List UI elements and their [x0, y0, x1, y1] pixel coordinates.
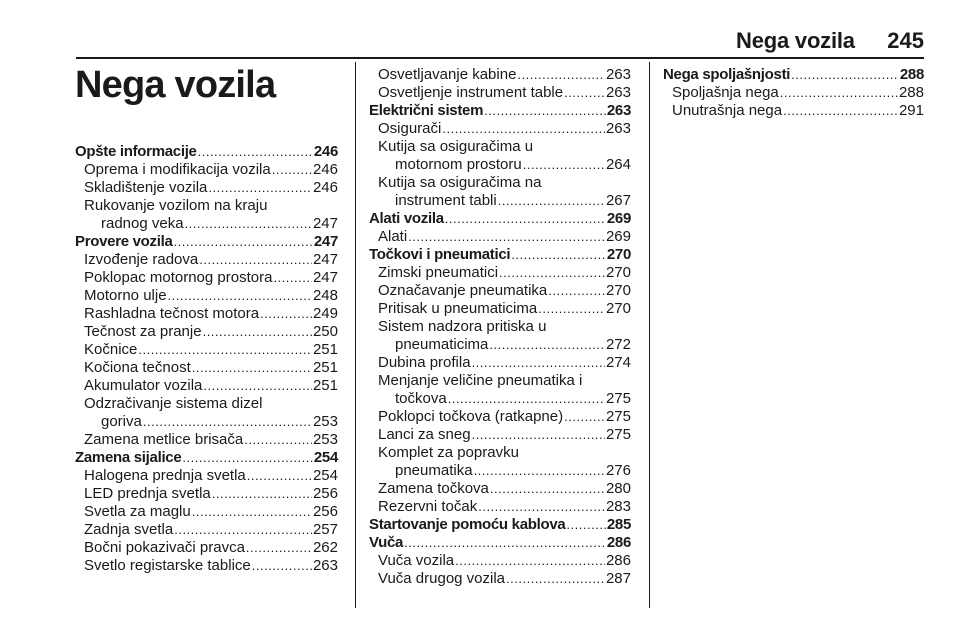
toc-section-label: Električni sistem — [369, 102, 484, 119]
toc-leader — [203, 377, 312, 395]
toc-item[interactable] — [369, 480, 631, 498]
toc-item-label: Akumulator vozila — [84, 377, 203, 394]
toc-item-page: 263 — [605, 120, 631, 137]
toc-leader — [182, 449, 312, 467]
toc-leader — [199, 251, 312, 269]
toc-item-page: 270 — [605, 282, 631, 299]
toc-leader — [246, 539, 312, 557]
toc-leader — [192, 359, 312, 377]
toc-leader — [517, 66, 605, 84]
toc-section-page: 254 — [313, 449, 338, 466]
toc-section[interactable] — [75, 233, 338, 251]
toc-item-page: 288 — [898, 84, 924, 101]
toc-item-label: Unutrašnja nega — [672, 102, 783, 119]
toc-section-page: 286 — [606, 534, 631, 551]
toc-section-label: Nega spoljašnjosti — [663, 66, 791, 83]
toc-section[interactable] — [75, 449, 338, 467]
toc-section[interactable] — [369, 210, 631, 228]
toc-leader — [478, 498, 605, 516]
running-header-page-number: 245 — [887, 28, 924, 53]
toc-item[interactable] — [75, 269, 338, 287]
toc-item-label-line2: goriva — [101, 413, 142, 430]
column-divider-2 — [649, 62, 650, 608]
toc-leader — [408, 228, 605, 246]
toc-leader — [247, 467, 312, 485]
toc-item-label: Osigurači — [378, 120, 442, 137]
toc-column-1 — [75, 143, 338, 575]
toc-item[interactable] — [369, 354, 631, 372]
toc-item-label-line1: Kutija sa osiguračima u — [378, 138, 534, 155]
toc-section-label: Točkovi i pneumatici — [369, 246, 511, 263]
toc-item-page: 267 — [605, 192, 631, 209]
toc-section-page: 263 — [606, 102, 631, 119]
toc-item[interactable] — [369, 228, 631, 246]
toc-item-page: 246 — [312, 179, 338, 196]
toc-leader — [472, 354, 605, 372]
toc-leader — [203, 323, 312, 341]
toc-leader — [168, 287, 312, 305]
toc-leader — [564, 408, 605, 426]
toc-item-page: 286 — [605, 552, 631, 569]
toc-leader — [511, 246, 606, 264]
toc-leader — [499, 264, 605, 282]
toc-section[interactable] — [369, 102, 631, 120]
toc-section-label: Zamena sijalice — [75, 449, 182, 466]
toc-leader — [538, 300, 605, 318]
toc-item-label: Lanci za sneg — [378, 426, 471, 443]
toc-section-label: Alati vozila — [369, 210, 444, 227]
toc-item-label-line2: pneumaticima — [395, 336, 489, 353]
toc-leader — [208, 179, 312, 197]
toc-leader — [252, 557, 312, 575]
toc-item-page: 283 — [605, 498, 631, 515]
toc-item-label-line2: radnog veka — [101, 215, 184, 232]
toc-leader — [564, 84, 605, 102]
toc-item[interactable] — [663, 102, 924, 120]
toc-item-page: 274 — [605, 354, 631, 371]
toc-item[interactable] — [369, 120, 631, 138]
toc-leader — [489, 336, 605, 354]
toc-item-page: 272 — [605, 336, 631, 353]
toc-item[interactable] — [369, 444, 631, 480]
toc-item[interactable] — [75, 395, 338, 431]
toc-leader — [548, 282, 605, 300]
toc-leader — [260, 305, 312, 323]
toc-item-page: 280 — [605, 480, 631, 497]
toc-leader — [780, 84, 898, 102]
toc-section-label: Opšte informacije — [75, 143, 197, 160]
toc-item[interactable] — [369, 426, 631, 444]
toc-item[interactable] — [369, 318, 631, 354]
toc-item-page: 251 — [312, 377, 338, 394]
toc-item-page: 256 — [312, 503, 338, 520]
toc-item[interactable] — [369, 138, 631, 174]
toc-item[interactable] — [369, 372, 631, 408]
toc-item[interactable] — [369, 552, 631, 570]
toc-section-page: 270 — [606, 246, 631, 263]
toc-leader — [498, 192, 605, 210]
toc-leader — [138, 341, 312, 359]
toc-item-page: 276 — [605, 462, 631, 479]
toc-leader — [192, 503, 312, 521]
toc-leader — [404, 534, 606, 552]
toc-item-label: Svetla za maglu — [84, 503, 191, 520]
toc-item-page: 287 — [605, 570, 631, 587]
toc-leader — [506, 570, 605, 588]
toc-item-label-line2: motornom prostoru — [395, 156, 522, 173]
toc-item-page: 275 — [605, 426, 631, 443]
toc-item[interactable] — [75, 305, 338, 323]
toc-item-label-line1: Rukovanje vozilom na kraju — [84, 197, 268, 214]
toc-item[interactable] — [75, 431, 338, 449]
toc-item[interactable] — [75, 359, 338, 377]
toc-item[interactable] — [369, 408, 631, 426]
toc-item[interactable] — [75, 287, 338, 305]
toc-item-page: 270 — [605, 264, 631, 281]
toc-item-page: 275 — [605, 408, 631, 425]
toc-leader — [185, 215, 312, 233]
toc-item[interactable] — [75, 197, 338, 233]
toc-section[interactable] — [369, 246, 631, 264]
toc-item-page: 270 — [605, 300, 631, 317]
toc-section-page: 247 — [313, 233, 338, 250]
toc-item-label: Vuča vozila — [378, 552, 455, 569]
toc-item-page: 263 — [605, 84, 631, 101]
toc-item-label: Pritisak u pneumaticima — [378, 300, 538, 317]
toc-item-label: Rezervni točak — [378, 498, 478, 515]
toc-item-page: 250 — [312, 323, 338, 340]
toc-item-label: Tečnost za pranje — [84, 323, 202, 340]
toc-item-label-line2: instrument tabli — [395, 192, 497, 209]
toc-leader — [783, 102, 898, 120]
toc-item-page: 263 — [312, 557, 338, 574]
toc-item[interactable] — [75, 377, 338, 395]
toc-section-page: 246 — [313, 143, 338, 160]
header-rule — [76, 57, 924, 59]
toc-item-label: Vuča drugog vozila — [378, 570, 506, 587]
toc-item-page: 247 — [312, 251, 338, 268]
toc-leader — [448, 390, 605, 408]
toc-leader — [272, 161, 312, 179]
toc-section-label: Provere vozila — [75, 233, 173, 250]
chapter-title: Nega vozila — [75, 64, 276, 106]
toc-item-label-line1: Menjanje veličine pneumatika i — [378, 372, 583, 389]
toc-item-label: Zadnja svetla — [84, 521, 174, 538]
toc-leader — [244, 431, 312, 449]
toc-item[interactable] — [369, 84, 631, 102]
toc-item-label: Zimski pneumatici — [378, 264, 499, 281]
toc-item-label-line1: Kutija sa osiguračima na — [378, 174, 542, 191]
toc-item[interactable] — [75, 251, 338, 269]
toc-item-page: 264 — [605, 156, 631, 173]
toc-section-page: 285 — [606, 516, 631, 533]
toc-item-label: Rashladna tečnost motora — [84, 305, 260, 322]
toc-item-page: 247 — [312, 215, 338, 232]
toc-leader — [212, 485, 312, 503]
toc-item-label: Svetlo registarske tablice — [84, 557, 251, 574]
toc-item-page: 257 — [312, 521, 338, 538]
toc-section-label: Startovanje pomoću kablova — [369, 516, 566, 533]
toc-item-label: Osvetljavanje kabine — [378, 66, 517, 83]
toc-item-page: 253 — [312, 413, 338, 430]
toc-leader — [474, 462, 605, 480]
toc-item[interactable] — [369, 282, 631, 300]
toc-item-label: Kočiona tečnost — [84, 359, 191, 376]
toc-item-label: Skladištenje vozila — [84, 179, 208, 196]
toc-item[interactable] — [369, 570, 631, 588]
toc-column-2 — [369, 66, 631, 588]
toc-item-page: 275 — [605, 390, 631, 407]
toc-item[interactable] — [369, 174, 631, 210]
toc-leader — [455, 552, 605, 570]
toc-leader — [791, 66, 899, 84]
toc-leader — [484, 102, 606, 120]
toc-item-label-line1: Odzračivanje sistema dizel — [84, 395, 263, 412]
toc-section[interactable] — [663, 66, 924, 84]
toc-section[interactable] — [75, 143, 338, 161]
toc-leader — [445, 210, 606, 228]
toc-item[interactable] — [369, 300, 631, 318]
toc-item-label: Zamena točkova — [378, 480, 489, 497]
toc-item-page: 254 — [312, 467, 338, 484]
toc-item[interactable] — [75, 503, 338, 521]
toc-item-page: 262 — [312, 539, 338, 556]
toc-item[interactable] — [369, 498, 631, 516]
toc-item-label: Spoljašnja nega — [672, 84, 779, 101]
toc-item-label: Oprema i modifikacija vozila — [84, 161, 271, 178]
toc-item-label: Zamena metlice brisača — [84, 431, 244, 448]
toc-column-3 — [663, 66, 924, 120]
toc-leader — [490, 480, 605, 498]
toc-item-page: 251 — [312, 341, 338, 358]
toc-item-label: Dubina profila — [378, 354, 471, 371]
toc-item-page: 251 — [312, 359, 338, 376]
toc-section-page: 269 — [606, 210, 631, 227]
toc-section[interactable] — [369, 516, 631, 534]
toc-item[interactable] — [75, 323, 338, 341]
toc-item-label: Poklopac motornog prostora — [84, 269, 273, 286]
toc-leader — [174, 233, 313, 251]
toc-item-page: 246 — [312, 161, 338, 178]
toc-leader — [566, 516, 605, 534]
toc-leader — [273, 269, 312, 287]
toc-item-label: Motorno ulje — [84, 287, 167, 304]
toc-section-page: 288 — [899, 66, 924, 83]
toc-item[interactable] — [75, 485, 338, 503]
toc-item[interactable] — [75, 341, 338, 359]
toc-item[interactable] — [75, 557, 338, 575]
toc-item[interactable] — [369, 264, 631, 282]
toc-item-label-line1: Komplet za popravku — [378, 444, 519, 461]
toc-item-label: Osvetljenje instrument table — [378, 84, 564, 101]
toc-item-label: LED prednja svetla — [84, 485, 211, 502]
toc-leader — [174, 521, 312, 539]
toc-item-label-line2: pneumatika — [395, 462, 473, 479]
column-divider-1 — [355, 62, 356, 608]
toc-item-page: 269 — [605, 228, 631, 245]
toc-item-page: 248 — [312, 287, 338, 304]
toc-leader — [442, 120, 605, 138]
toc-item-label-line1: Sistem nadzora pritiska u — [378, 318, 547, 335]
running-header-title: Nega vozila — [736, 28, 855, 53]
toc-leader — [472, 426, 605, 444]
toc-item-page: 249 — [312, 305, 338, 322]
toc-item-label-line2: točkova — [395, 390, 447, 407]
toc-item[interactable] — [75, 161, 338, 179]
toc-item[interactable] — [75, 539, 338, 557]
toc-item[interactable] — [75, 521, 338, 539]
toc-item-page: 256 — [312, 485, 338, 502]
toc-leader — [143, 413, 312, 431]
toc-item[interactable] — [75, 179, 338, 197]
toc-item-label: Označavanje pneumatika — [378, 282, 548, 299]
toc-item-page: 247 — [312, 269, 338, 286]
toc-item-label: Kočnice — [84, 341, 138, 358]
toc-section[interactable] — [369, 534, 631, 552]
toc-item-label: Alati — [378, 228, 408, 245]
toc-leader — [523, 156, 605, 174]
toc-item-page: 263 — [605, 66, 631, 83]
toc-item-label: Halogena prednja svetla — [84, 467, 246, 484]
toc-item-label: Izvođenje radova — [84, 251, 199, 268]
toc-item-label: Bočni pokazivači pravca — [84, 539, 245, 556]
toc-item-label: Poklopci točkova (ratkapne) — [378, 408, 564, 425]
toc-item[interactable] — [369, 66, 631, 84]
toc-item[interactable] — [75, 467, 338, 485]
toc-section-label: Vuča — [369, 534, 404, 551]
toc-leader — [198, 143, 313, 161]
toc-item-page: 253 — [312, 431, 338, 448]
toc-item-page: 291 — [898, 102, 924, 119]
toc-item[interactable] — [663, 84, 924, 102]
